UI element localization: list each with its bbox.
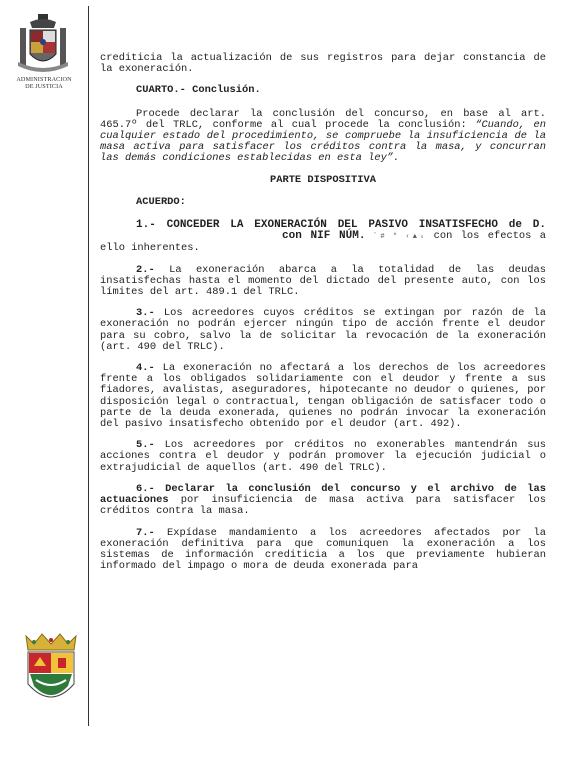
extremadura-coat-of-arms-icon (22, 632, 80, 712)
org-line-1: ADMINISTRACION (16, 76, 72, 83)
ruling-item-1-bold-2: con NIF NÚM. (282, 230, 366, 243)
ruling-item-1-bold: 1.- CONCEDER LA EXONERACIÓN DEL PASIVO INSATISFECHO de D. (136, 219, 546, 232)
paragraph (100, 109, 546, 165)
item-number: 4.- (136, 362, 155, 375)
redacted-nif: ﾞ# * ‹▲ₛ (373, 233, 426, 242)
section-heading-cuarto: CUARTO.- Conclusión. (136, 84, 261, 97)
item-text: por insuficiencia de masa activa para satisfacer los créditos contra la masa. (100, 494, 546, 518)
ruling-item-1 (100, 220, 546, 255)
ruling-item-7 (100, 528, 546, 573)
item-text: Expídase mandamiento a los acreedores afectados por la exoneración definitiva para que comuniquen la exoneración a los sistemas de información crediticia a los que previamente hubieran informado del impago o mora de deuda exonerada para (100, 526, 546, 573)
item-text: La exoneración no afectará a los derechos de los acreedores frente a los obligados solidariamente con el deudor y frente a sus fiadores, avalistas, aseguradores, hipotecante no deudor o quienes, por disposición legal o contractual, tengan obligación de satisfacer todo o parte de la deuda exonerada, quienes no podrán invocar la exoneración del pasivo insatisfecho obtenido por el deudor (art. 492). (100, 362, 546, 431)
item-6-bold: 6.- Declarar la conclusión del concurso y el archivo de las actuaciones (100, 482, 546, 507)
spain-coat-of-arms-icon (18, 14, 68, 76)
quoted-law: “Cuando, en cualquier estado del procedimiento, se compruebe la insuficiencia de la masa activa para satisfacer los créditos contra la masa, y concurran las demás condiciones establecidas en esta ley”. (100, 118, 546, 165)
item-number: 3.- (136, 307, 155, 320)
ruling-item-6 (100, 484, 546, 518)
org-label (6, 76, 82, 90)
ruling-item-3 (100, 308, 546, 353)
org-line-2: DE JUSTICIA (25, 83, 63, 90)
paragraph: crediticia la actualización de sus registros para dejar constancia de la exoneración. (100, 52, 546, 76)
item-text: La exoneración abarca a la totalidad de las deudas insatisfechas hasta el momento del dictado del presente auto, con los límites del art. 489.1 del TRLC. (100, 263, 546, 299)
item-number: 7.- (136, 526, 155, 539)
acuerdo-heading: ACUERDO: (136, 195, 186, 208)
ruling-item-4 (100, 363, 546, 430)
ruling-item-1-text: con los efectos a ello inherentes. (100, 230, 546, 255)
margin-rule (88, 6, 89, 726)
ruling-item-2 (100, 265, 546, 299)
item-text: Los acreedores por créditos no exonerables mantendrán sus acciones contra el deudor y podrán promover la ejecución judicial o extrajudicial de aquellos (art. 490 del TRLC). (100, 439, 546, 474)
item-number: 2.- (136, 263, 155, 276)
item-number: 5.- (136, 439, 155, 452)
item-text: Los acreedores cuyos créditos se extingan por razón de la exoneración no podrán ejercer ningún tipo de acción frente el deudor para su cobro, salvo la de solicitar la revocación de la exoneración (art. 490 del TRLC). (100, 307, 546, 353)
document-body (100, 53, 546, 582)
paragraph-text: Procede declarar la conclusión del concurso, en base al art. 465.7º del TRLC, conforme al cual procede la conclusión: (100, 107, 546, 131)
section-title: PARTE DISPOSITIVA (269, 173, 376, 186)
ruling-item-5 (100, 440, 546, 474)
